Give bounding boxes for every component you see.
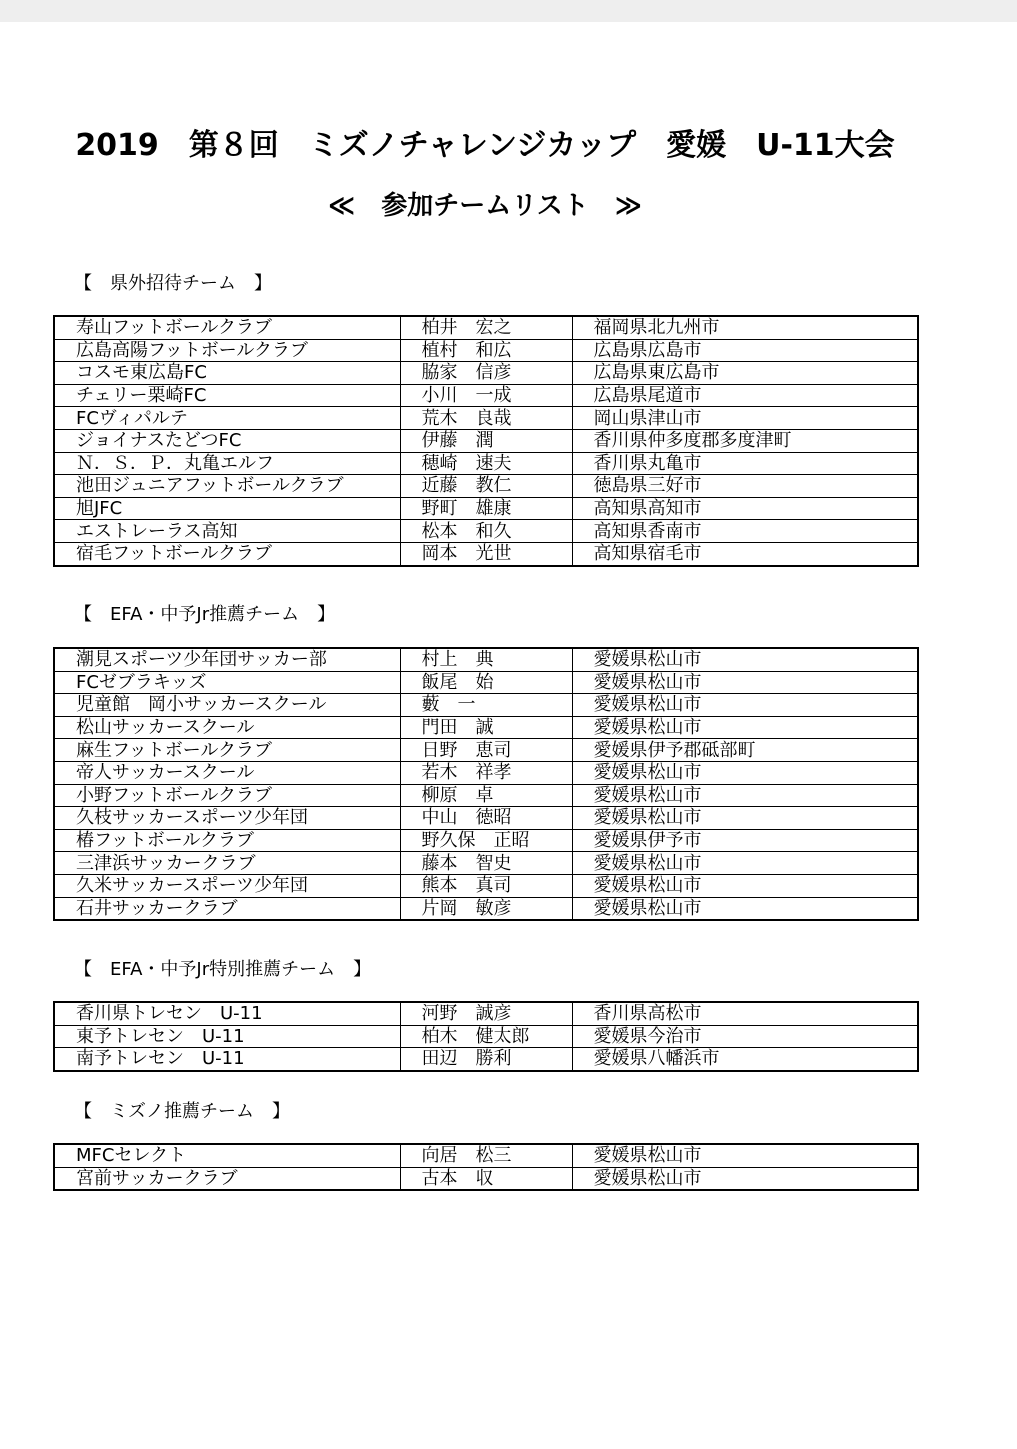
location-cell: 愛媛県松山市 — [572, 807, 918, 830]
team-name-cell: 広島高陽フットボールクラブ — [54, 339, 400, 362]
location-cell: 愛媛県松山市 — [572, 716, 918, 739]
location-cell: 愛媛県松山市 — [572, 852, 918, 875]
location-cell: 愛媛県今治市 — [572, 1025, 918, 1048]
representative-cell: 熊本 真司 — [400, 874, 572, 897]
table-row — [54, 694, 918, 717]
table-row — [54, 520, 918, 543]
team-name-cell: 久米サッカースポーツ少年団 — [54, 874, 400, 897]
table-row — [54, 874, 918, 897]
table-row — [54, 362, 918, 385]
team-name-cell: 椿フットボールクラブ — [54, 829, 400, 852]
representative-cell: 日野 恵司 — [400, 739, 572, 762]
location-cell: 広島県東広島市 — [572, 362, 918, 385]
team-name-cell: 池田ジュニアフットボールクラブ — [54, 475, 400, 498]
table-row — [54, 807, 918, 830]
representative-cell: 近藤 教仁 — [400, 475, 572, 498]
location-cell: 高知県高知市 — [572, 497, 918, 520]
table-row — [54, 1144, 918, 1167]
team-name-cell: 香川県トレセン U-11 — [54, 1002, 400, 1025]
representative-cell: 田辺 勝利 — [400, 1048, 572, 1071]
table-row — [54, 648, 918, 671]
location-cell: 愛媛県松山市 — [572, 874, 918, 897]
section-heading-efa-recommended: 【 EFA・中予Jr推薦チーム 】 — [74, 604, 336, 625]
table-row — [54, 497, 918, 520]
team-name-cell: 宮前サッカークラブ — [54, 1167, 400, 1190]
table-row — [54, 1048, 918, 1071]
table-row — [54, 339, 918, 362]
section-heading-out-of-prefecture: 【 県外招待チーム 】 — [74, 273, 272, 294]
location-cell: 香川県仲多度郡多度津町 — [572, 429, 918, 452]
table-row — [54, 852, 918, 875]
location-cell: 愛媛県松山市 — [572, 897, 918, 920]
table-row — [54, 761, 918, 784]
team-name-cell: 松山サッカースクール — [54, 716, 400, 739]
team-name-cell: エストレーラス高知 — [54, 520, 400, 543]
table-row — [54, 716, 918, 739]
team-name-cell: チェリー栗崎FC — [54, 384, 400, 407]
representative-cell: 門田 誠 — [400, 716, 572, 739]
team-table-out-of-prefecture — [53, 315, 919, 567]
representative-cell: 若木 祥孝 — [400, 761, 572, 784]
location-cell: 高知県宿毛市 — [572, 542, 918, 565]
representative-cell: 藪 一 — [400, 694, 572, 717]
team-name-cell: ジョイナスたどつFC — [54, 429, 400, 452]
location-cell: 愛媛県松山市 — [572, 648, 918, 671]
table-row — [54, 897, 918, 920]
table-row — [54, 452, 918, 475]
location-cell: 愛媛県松山市 — [572, 694, 918, 717]
location-cell: 愛媛県松山市 — [572, 1144, 918, 1167]
location-cell: 高知県香南市 — [572, 520, 918, 543]
team-name-cell: 東予トレセン U-11 — [54, 1025, 400, 1048]
representative-cell: 小川 一成 — [400, 384, 572, 407]
representative-cell: 藤本 智史 — [400, 852, 572, 875]
location-cell: 香川県丸亀市 — [572, 452, 918, 475]
location-cell: 広島県尾道市 — [572, 384, 918, 407]
section-heading-mizuno: 【 ミズノ推薦チーム 】 — [74, 1101, 290, 1122]
representative-cell: 向居 松三 — [400, 1144, 572, 1167]
location-cell: 愛媛県松山市 — [572, 761, 918, 784]
table-row — [54, 384, 918, 407]
representative-cell: 荒木 良哉 — [400, 407, 572, 430]
table-row — [54, 542, 918, 565]
location-cell: 愛媛県伊予郡砥部町 — [572, 739, 918, 762]
representative-cell: 飯尾 始 — [400, 671, 572, 694]
team-name-cell: 三津浜サッカークラブ — [54, 852, 400, 875]
location-cell: 福岡県北九州市 — [572, 316, 918, 339]
representative-cell: 脇家 信彦 — [400, 362, 572, 385]
document-title: 2019 第８回 ミズノチャレンジカップ 愛媛 U-11大会 — [75, 128, 895, 163]
document-subtitle: ≪ 参加チームリスト ≫ — [328, 191, 642, 221]
table-row — [54, 429, 918, 452]
team-table-efa-recommended — [53, 647, 919, 921]
representative-cell: 片岡 敏彦 — [400, 897, 572, 920]
representative-cell: 野久保 正昭 — [400, 829, 572, 852]
representative-cell: 古本 収 — [400, 1167, 572, 1190]
location-cell: 愛媛県松山市 — [572, 671, 918, 694]
representative-cell: 伊藤 潤 — [400, 429, 572, 452]
location-cell: 岡山県津山市 — [572, 407, 918, 430]
team-name-cell: 寿山フットボールクラブ — [54, 316, 400, 339]
location-cell: 徳島県三好市 — [572, 475, 918, 498]
table-row — [54, 671, 918, 694]
table-row — [54, 475, 918, 498]
team-name-cell: Ｎ．Ｓ．Ｐ．丸亀エルフ — [54, 452, 400, 475]
location-cell: 愛媛県八幡浜市 — [572, 1048, 918, 1071]
team-name-cell: 小野フットボールクラブ — [54, 784, 400, 807]
representative-cell: 柳原 卓 — [400, 784, 572, 807]
table-row — [54, 829, 918, 852]
section-heading-efa-special: 【 EFA・中予Jr特別推薦チーム 】 — [74, 959, 372, 980]
representative-cell: 岡本 光世 — [400, 542, 572, 565]
table-row — [54, 739, 918, 762]
viewer-top-bar — [0, 0, 1017, 22]
representative-cell: 中山 徳昭 — [400, 807, 572, 830]
team-name-cell: 麻生フットボールクラブ — [54, 739, 400, 762]
location-cell: 香川県高松市 — [572, 1002, 918, 1025]
team-name-cell: コスモ東広島FC — [54, 362, 400, 385]
representative-cell: 柏井 宏之 — [400, 316, 572, 339]
representative-cell: 柏木 健太郎 — [400, 1025, 572, 1048]
team-name-cell: 久枝サッカースポーツ少年団 — [54, 807, 400, 830]
representative-cell: 野町 雄康 — [400, 497, 572, 520]
team-table-mizuno — [53, 1143, 919, 1191]
team-name-cell: 石井サッカークラブ — [54, 897, 400, 920]
table-row — [54, 407, 918, 430]
team-table-efa-special — [53, 1001, 919, 1072]
location-cell: 広島県広島市 — [572, 339, 918, 362]
representative-cell: 松本 和久 — [400, 520, 572, 543]
team-name-cell: 南予トレセン U-11 — [54, 1048, 400, 1071]
table-row — [54, 316, 918, 339]
representative-cell: 河野 誠彦 — [400, 1002, 572, 1025]
team-name-cell: 潮見スポーツ少年団サッカー部 — [54, 648, 400, 671]
representative-cell: 村上 典 — [400, 648, 572, 671]
representative-cell: 穂崎 速夫 — [400, 452, 572, 475]
location-cell: 愛媛県松山市 — [572, 784, 918, 807]
team-name-cell: 旭JFC — [54, 497, 400, 520]
representative-cell: 植村 和広 — [400, 339, 572, 362]
team-name-cell: 帝人サッカースクール — [54, 761, 400, 784]
table-row — [54, 1167, 918, 1190]
table-row — [54, 1002, 918, 1025]
location-cell: 愛媛県松山市 — [572, 1167, 918, 1190]
location-cell: 愛媛県伊予市 — [572, 829, 918, 852]
table-row — [54, 784, 918, 807]
team-name-cell: FCゼブラキッズ — [54, 671, 400, 694]
team-name-cell: 宿毛フットボールクラブ — [54, 542, 400, 565]
table-row — [54, 1025, 918, 1048]
team-name-cell: MFCセレクト — [54, 1144, 400, 1167]
team-name-cell: 児童館 岡小サッカースクール — [54, 694, 400, 717]
team-name-cell: FCヴィパルテ — [54, 407, 400, 430]
